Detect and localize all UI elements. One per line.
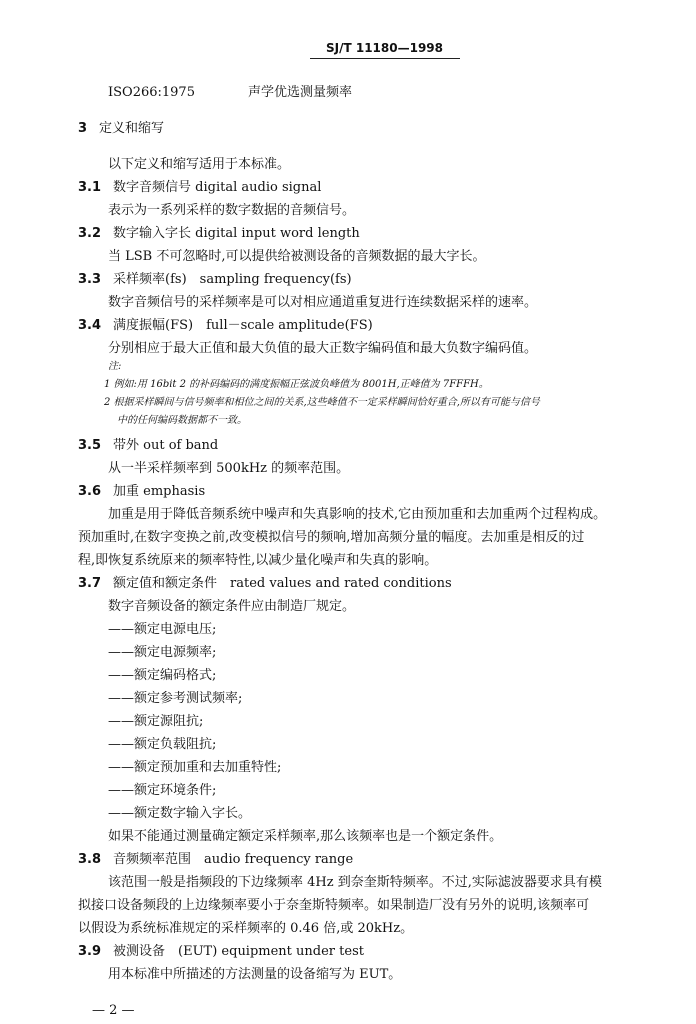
paragraph: 当 LSB 不可忽略时,可以提供给被测设备的音频数据的最大字长。 — [108, 249, 486, 264]
section-title: 采样频率(fs) sampling frequency(fs) — [113, 272, 352, 287]
section-title: 定义和缩写 — [99, 121, 165, 136]
section-title: 数字音频信号 digital audio signal — [113, 180, 322, 195]
header-rule — [310, 58, 460, 59]
paragraph: 如果不能通过测量确定额定采样频率,那么该频率也是一个额定条件。 — [108, 829, 503, 844]
section-3-2-heading — [78, 225, 360, 242]
list-item: ——额定负载阻抗; — [108, 737, 217, 752]
section-3-6-heading — [78, 483, 205, 500]
note-item-continued: 中的任何编码数据都不一致。 — [117, 415, 247, 426]
section-3-4-heading — [78, 317, 373, 334]
list-item: ——额定预加重和去加重特性; — [108, 760, 282, 775]
list-item: ——额定参考测试频率; — [108, 691, 243, 706]
paragraph: 从一半采样频率到 500kHz 的频率范围。 — [108, 461, 350, 476]
list-item: ——额定电源电压; — [108, 622, 217, 637]
section-number: 3.8 — [78, 852, 102, 867]
paragraph: 拟接口设备频段的上边缘频率要小于奈奎斯特频率。如果制造厂没有另外的说明,该频率可 — [78, 898, 590, 913]
section-3-heading — [78, 120, 164, 137]
paragraph: 加重是用于降低音频系统中噪声和失真影响的技术,它由预加重和去加重两个过程构成。 — [108, 507, 607, 522]
section-number: 3.2 — [78, 226, 102, 241]
section-3-1-heading — [78, 179, 321, 196]
paragraph: 表示为一系列采样的数字数据的音频信号。 — [108, 203, 356, 218]
paragraph: 该范围一般是指频段的下边缘频率 4Hz 到奈奎斯特频率。不过,实际滤波器要求具有模 — [108, 875, 602, 890]
section-number: 3.5 — [78, 438, 102, 453]
paragraph: 分别相应于最大正值和最大负值的最大正数字编码值和最大负数字编码值。 — [108, 341, 538, 356]
note-item: 2 根据采样瞬间与信号频率和相位之间的关系,这些峰值不一定采样瞬间恰好重合,所以有可能与信号 — [104, 397, 540, 408]
section-title: 数字输入字长 digital input word length — [113, 226, 360, 241]
section-3-7-heading — [78, 575, 452, 592]
section-number: 3.9 — [78, 944, 102, 959]
list-item: ——额定数字输入字长。 — [108, 806, 252, 821]
paragraph: 数字音频设备的额定条件应由制造厂规定。 — [108, 599, 356, 614]
list-item: ——额定电源频率; — [108, 645, 217, 660]
section-title: 额定值和额定条件 rated values and rated conditions — [113, 576, 452, 591]
section-3-5-heading — [78, 437, 218, 454]
section-3-8-heading — [78, 851, 353, 868]
list-item: ——额定环境条件; — [108, 783, 217, 798]
section-title: 带外 out of band — [113, 438, 219, 453]
paragraph: 以假设为系统标准规定的采样频率的 0.46 倍,或 20kHz。 — [78, 921, 414, 936]
section-title: 音频频率范围 audio frequency range — [113, 852, 354, 867]
paragraph: 程,即恢复系统原来的频率特性,以减少量化噪声和失真的影响。 — [78, 553, 438, 568]
section-number: 3.7 — [78, 576, 102, 591]
paragraph: 以下定义和缩写适用于本标准。 — [108, 157, 291, 172]
reference-code: ISO266:1975 — [108, 85, 195, 100]
section-number: 3 — [78, 121, 88, 136]
section-number: 3.6 — [78, 484, 102, 499]
section-title: 加重 emphasis — [113, 484, 206, 499]
paragraph: 数字音频信号的采样频率是可以对相应通道重复进行连续数据采样的速率。 — [108, 295, 538, 310]
section-title: 满度振幅(FS) full－scale amplitude(FS) — [113, 318, 373, 333]
note-label: 注: — [108, 361, 122, 372]
page-number: — 2 — — [92, 1003, 135, 1018]
standard-code: SJ/T 11180—1998 — [326, 41, 443, 55]
paragraph: 预加重时,在数字变换之前,改变模拟信号的频响,增加高频分量的幅度。去加重是相反的过 — [78, 530, 585, 545]
list-item: ——额定编码格式; — [108, 668, 217, 683]
section-3-3-heading — [78, 271, 352, 288]
section-title: 被测设备 (EUT) equipment under test — [113, 944, 364, 959]
section-number: 3.1 — [78, 180, 102, 195]
section-number: 3.4 — [78, 318, 102, 333]
note-item: 1 例如:用 16bit 2 的补码编码的满度振幅正弦波负峰值为 8001H,正峰值为 7FFFH。 — [104, 379, 489, 390]
paragraph: 用本标准中所描述的方法测量的设备缩写为 EUT。 — [108, 967, 402, 982]
section-3-9-heading — [78, 943, 364, 960]
section-number: 3.3 — [78, 272, 102, 287]
reference-title: 声学优选测量频率 — [248, 85, 353, 100]
list-item: ——额定源阻抗; — [108, 714, 204, 729]
